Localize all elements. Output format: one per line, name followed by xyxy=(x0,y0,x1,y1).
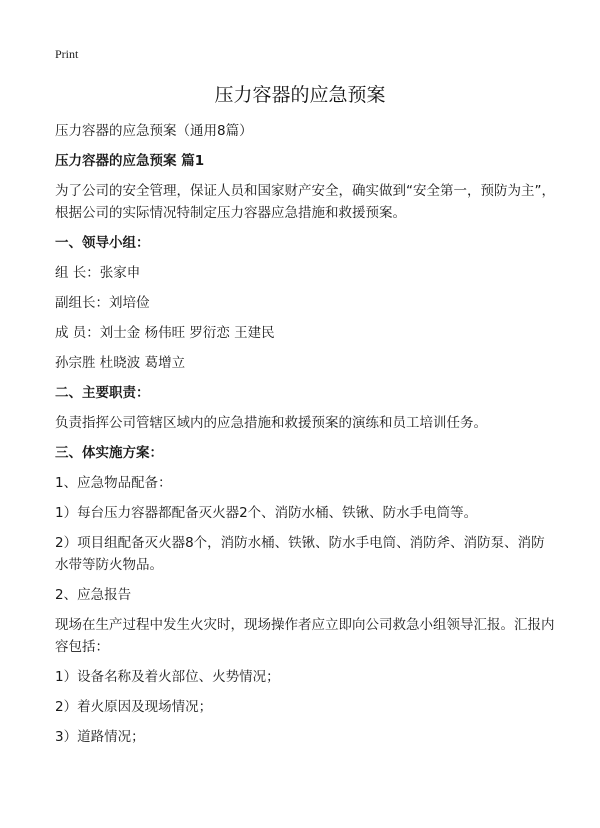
list-item: 3）道路情况； xyxy=(55,729,145,745)
list-item: 2）着火原因及现场情况； xyxy=(55,699,213,715)
report-paragraph: 现场在生产过程中发生火灾时，现场操作者应立即向公司救急小组领导汇报。汇报内容包括： xyxy=(55,617,555,655)
list-item: 2）项目组配备灭火器8个，消防水桶、铁锹、防水手电筒、消防斧、消防泵、消防水带等防火物品。 xyxy=(55,535,545,573)
intro-paragraph: 为了公司的安全管理，保证人员和国家财产安全，确实做到“安全第一，预防为主”，根据公司的实际情况特制定压力容器应急措施和救援预案。 xyxy=(55,183,555,221)
leader-line: 组 长：张家申 xyxy=(55,265,141,281)
document-subtitle: 压力容器的应急预案（通用8篇） xyxy=(55,123,253,139)
list-item: 1）设备名称及着火部位、火势情况； xyxy=(55,669,280,685)
document-body xyxy=(55,120,555,756)
print-link[interactable]: Print xyxy=(55,47,79,61)
section-heading-leadership: 一、领导小组： xyxy=(55,235,150,251)
section-heading-implementation: 三、体实施方案： xyxy=(55,445,163,461)
deputy-line: 副组长：刘培俭 xyxy=(55,295,150,311)
members-line-continued: 孙宗胜 杜晓波 葛增立 xyxy=(55,355,186,371)
list-item: 2、应急报告 xyxy=(55,587,132,603)
members-line: 成 员：刘士金 杨伟旺 罗衍恋 王建民 xyxy=(55,325,275,341)
duties-paragraph: 负责指挥公司管辖区域内的应急措施和救援预案的演练和员工培训任务。 xyxy=(55,415,487,431)
article-heading: 压力容器的应急预案 篇1 xyxy=(55,153,205,169)
section-heading-duties: 二、主要职责： xyxy=(55,385,150,401)
page-title: 压力容器的应急预案 xyxy=(214,84,386,106)
list-item: 1）每台压力容器都配备灭火器2个、消防水桶、铁锹、防水手电筒等。 xyxy=(55,505,478,521)
list-item: 1、应急物品配备： xyxy=(55,475,172,491)
